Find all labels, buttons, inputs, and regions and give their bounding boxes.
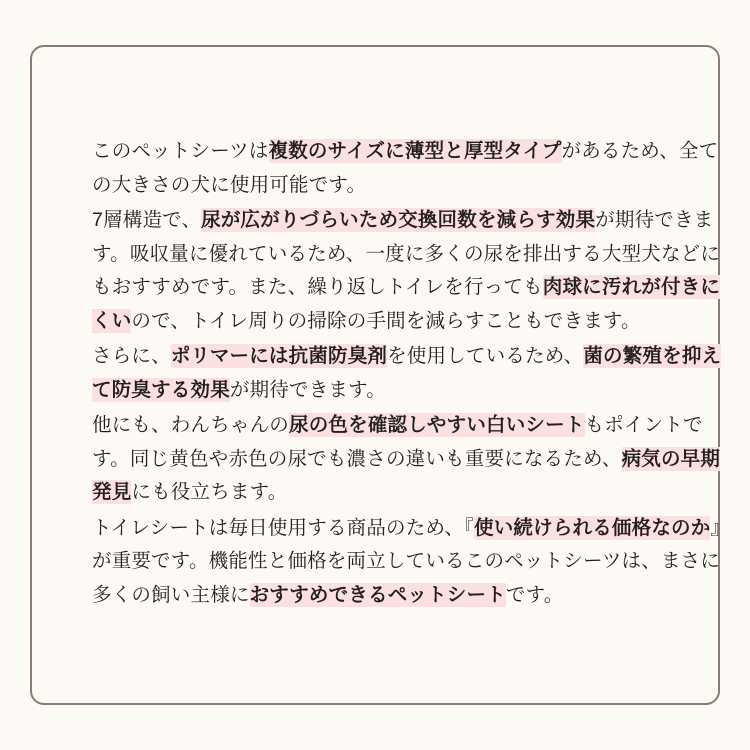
body-text: です。: [505, 583, 564, 606]
body-text: を使用しているため、: [387, 345, 584, 368]
highlighted-text: 使い続けられる価格なのか: [474, 516, 711, 539]
body-text: にも役立ちます。: [131, 481, 288, 504]
highlighted-text: ポリマーには抗菌防臭剤: [170, 345, 388, 368]
body-text: もポイントです。同じ黄色や赤色の尿でも濃さの違いも重要になるため、: [92, 414, 703, 470]
highlighted-text: 病気の早期発見: [92, 447, 721, 504]
paragraph: [92, 340, 732, 407]
body-text: 』が重要です。機能性と価格を両立しているこのペットシーツは、まさに多くの飼い主様に: [92, 516, 731, 606]
highlighted-text: おすすめできるペットシート: [249, 583, 506, 606]
description-text-block: [92, 135, 732, 614]
paragraph: [92, 512, 732, 613]
body-text: が期待できます。吸収量に優れているため、一度に多くの尿を排出する大型犬などにもおすすめです。また、繰り返しトイレを行っても: [92, 209, 721, 299]
body-text: このペットシーツは: [92, 140, 269, 162]
highlighted-text: 菌の繁殖を抑えて防臭する効果: [92, 345, 722, 401]
highlighted-text: 尿が広がりづらいため交換回数を減らす効果: [201, 209, 596, 232]
content-frame: [30, 45, 731, 705]
body-text: 他にも、わんちゃんの: [92, 414, 290, 437]
body-text: ので、トイレ周りの掃除の手間を減らすこともできます。: [131, 309, 641, 332]
highlighted-text: 肉球に汚れが付きにくい: [92, 276, 721, 332]
body-text: さらに、: [92, 345, 171, 368]
body-text: トイレシートは毎日使用する商品のため、『: [92, 516, 475, 539]
highlighted-text: 複数のサイズに薄型と厚型タイプ: [268, 140, 562, 162]
paragraph: [92, 409, 732, 510]
body-text: が期待できます。: [229, 378, 386, 401]
paragraph: [92, 135, 732, 202]
paragraph: [92, 204, 732, 338]
body-text: があるため、全ての大きさの犬に使用可能です。: [92, 140, 719, 196]
highlighted-text: 尿の色を確認しやすい白いシート: [289, 414, 585, 437]
body-text: 7層構造で、: [92, 209, 202, 232]
